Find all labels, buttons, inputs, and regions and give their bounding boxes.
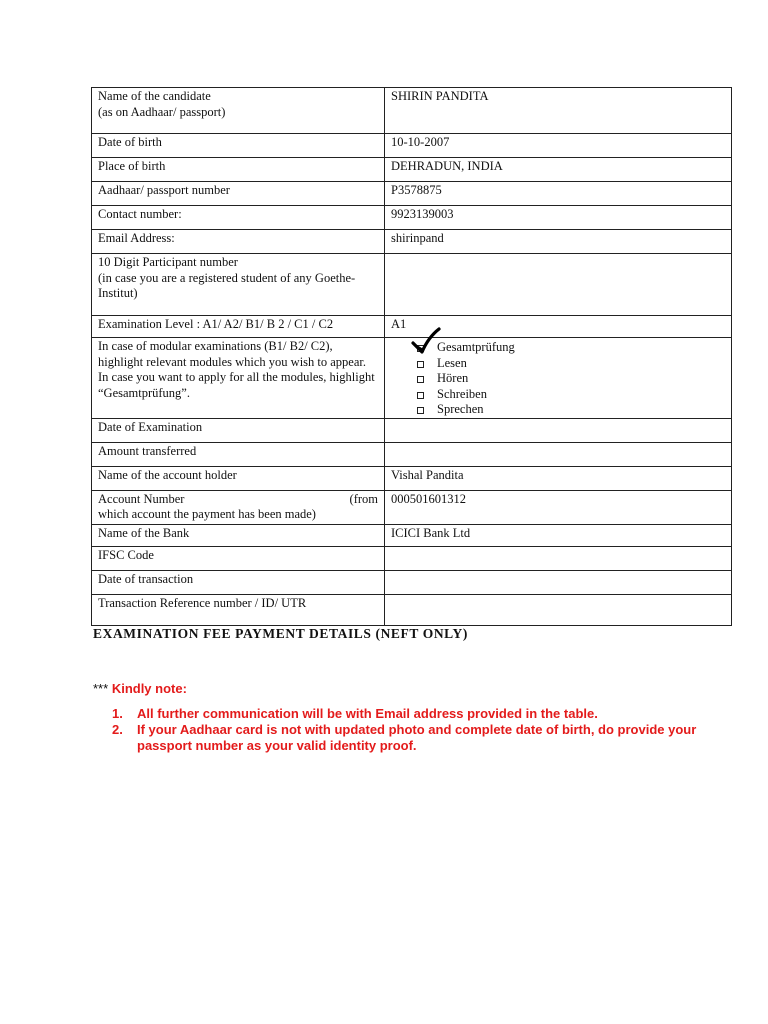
label-cell <box>92 88 385 134</box>
module-item-schreiben: Schreiben <box>417 387 725 403</box>
label-date-of-transaction: Date of transaction <box>92 570 385 594</box>
value-contact-number: 9923139003 <box>385 206 732 230</box>
label-account-from: (from <box>349 491 378 506</box>
table-row <box>92 230 732 254</box>
table-row <box>92 88 732 134</box>
list-item <box>108 706 698 722</box>
value-date-of-birth: 10-10-2007 <box>385 134 732 158</box>
note-list <box>108 706 698 754</box>
label-participant-number: 10 Digit Participant number <box>98 255 238 269</box>
table-row <box>92 182 732 206</box>
label-ifsc-code: IFSC Code <box>92 546 385 570</box>
module-item-lesen: Lesen <box>417 356 725 372</box>
label-name-note: (as on Aadhaar/ passport) <box>98 104 226 119</box>
label-account-holder: Name of the account holder <box>92 466 385 490</box>
label-examination-level: Examination Level : A1/ A2/ B1/ B 2 / C1 / C2 <box>92 316 385 338</box>
table-row <box>92 442 732 466</box>
label-aadhaar-passport: Aadhaar/ passport number <box>92 182 385 206</box>
value-amount-transferred <box>385 442 732 466</box>
note-text: If your Aadhaar card is not with updated photo and complete date of birth, do provide your passport number as your valid identity proof. <box>137 722 697 753</box>
note-stars: *** <box>93 681 109 696</box>
table-row <box>92 254 732 316</box>
module-item-hoeren: Hören <box>417 371 725 387</box>
table-row <box>92 546 732 570</box>
module-item-gesamtpruefung: Gesamtprüfung <box>417 340 725 356</box>
label-participant-note: (in case you are a registered student of any Goethe-Institut) <box>98 270 356 300</box>
note-title: Kindly note: <box>111 681 187 696</box>
label-amount-transferred: Amount transferred <box>92 442 385 466</box>
label-name-of-candidate: Name of the candidate <box>98 89 211 103</box>
table-row <box>92 158 732 182</box>
table-row <box>92 418 732 442</box>
handwritten-check-icon <box>410 327 444 357</box>
payment-details-heading: EXAMINATION FEE PAYMENT DETAILS (NEFT ONLY) <box>93 626 468 641</box>
value-date-of-transaction <box>385 570 732 594</box>
value-place-of-birth: DEHRADUN, INDIA <box>385 158 732 182</box>
value-candidate-name: SHIRIN PANDITA <box>385 88 732 134</box>
label-modular-instructions: In case of modular examinations (B1/ B2/ C2), highlight relevant modules which you wish to appear. In case you want to apply for all the modules, highlight “Gesamtprüfung”. <box>92 338 385 419</box>
value-account-holder: Vishal Pandita <box>385 466 732 490</box>
note-number: 2. <box>112 722 123 737</box>
label-cell <box>92 254 385 316</box>
value-examination-level: A1 <box>385 316 732 338</box>
value-transaction-reference <box>385 594 732 625</box>
value-ifsc-code <box>385 546 732 570</box>
note-number: 1. <box>112 706 123 721</box>
table-row <box>92 570 732 594</box>
account-number-label-line <box>98 492 378 508</box>
label-place-of-birth: Place of birth <box>92 158 385 182</box>
table-row <box>92 206 732 230</box>
label-transaction-reference: Transaction Reference number / ID/ UTR <box>92 594 385 625</box>
note-text: All further communication will be with Email address provided in the table. <box>137 706 598 721</box>
value-bank-name: ICICI Bank Ltd <box>385 524 732 546</box>
list-item <box>108 722 698 754</box>
table-row <box>92 524 732 546</box>
value-account-number: 000501601312 <box>385 490 732 524</box>
table-row <box>92 134 732 158</box>
kindly-note <box>93 681 187 696</box>
label-contact-number: Contact number: <box>92 206 385 230</box>
table-row <box>92 594 732 625</box>
label-date-of-examination: Date of Examination <box>92 418 385 442</box>
label-bank-name: Name of the Bank <box>92 524 385 546</box>
value-date-of-examination <box>385 418 732 442</box>
table-row <box>92 466 732 490</box>
table-row <box>92 490 732 524</box>
value-aadhaar-passport: P3578875 <box>385 182 732 206</box>
label-cell <box>92 490 385 524</box>
value-participant-number <box>385 254 732 316</box>
label-email-address: Email Address: <box>92 230 385 254</box>
label-account-number: Account Number <box>98 491 185 506</box>
value-email-address: shirinpand <box>385 230 732 254</box>
label-date-of-birth: Date of birth <box>92 134 385 158</box>
module-item-sprechen: Sprechen <box>417 402 725 418</box>
label-account-note: which account the payment has been made) <box>98 507 316 521</box>
